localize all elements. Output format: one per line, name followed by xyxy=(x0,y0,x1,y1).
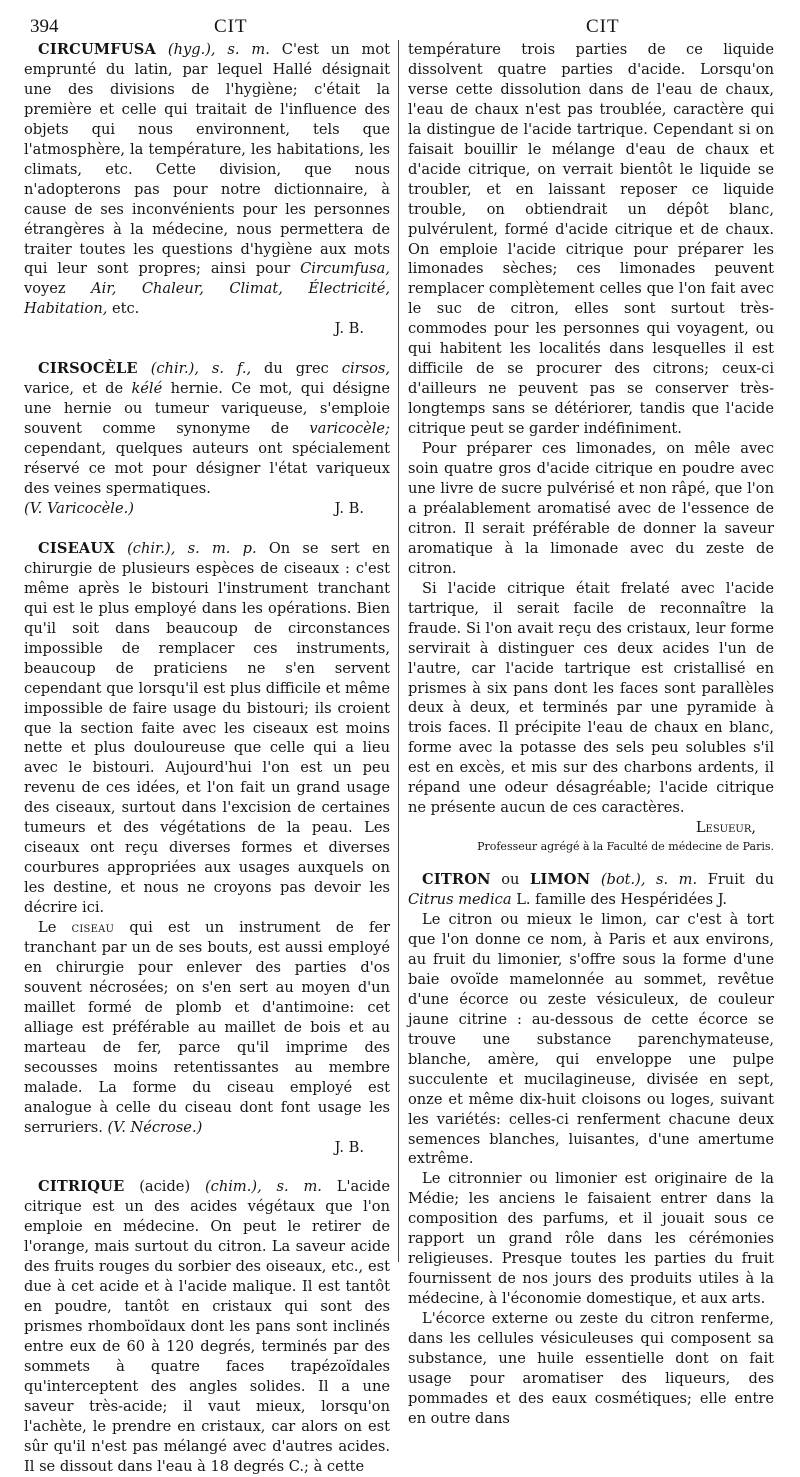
article-text: qui est un instrument de fer tranchant par un de ses bouts, est aussi employé en chirurgie pour enlever des parties d'os souvent nécrosées; on s'en sert au moyen d'un maillet formé de plomb et d'antimoine: cet alliage est préférable au maillet de bois et au marteau de fer, parce qu'il imprime des secousses moins retentissantes au membre malade. La forme du ciseau employé est analogue à celle du ciseau dont font usage les serruriers. xyxy=(24,919,391,1136)
article-text: du grec xyxy=(264,360,329,378)
grammar-label: (hyg.), s. m. xyxy=(167,41,270,58)
right-column xyxy=(408,40,774,1429)
headword: CISEAUX xyxy=(38,539,115,557)
article-paragraph: Le citronnier ou limonier est originaire de la Médie; les anciens le faisaient entrer dans la composition des parfums, et il jouait sous ce rapport un grand rôle dans les cérémonies religieuses. Presque toutes les parties du fruit fournissent de nos jours des produits utiles à la médecine, à l'économie domestique, et aux arts. xyxy=(408,1170,774,1308)
headword-alt: LIMON xyxy=(529,871,591,889)
headword: CITRIQUE xyxy=(38,1178,125,1196)
latin-name: Citrus medica xyxy=(408,891,512,909)
grammar-label: (chim.), s. m. xyxy=(204,1178,322,1196)
article-paragraph xyxy=(24,918,390,1137)
grammar-label: (bot.), s. m. xyxy=(600,871,698,889)
article-text: ou xyxy=(501,871,520,889)
article-text: Le xyxy=(38,919,57,937)
term-ciseau: ciseau xyxy=(71,919,115,937)
cross-reference: (V. Nécrose.) xyxy=(107,1118,203,1136)
article-text: hernie. Ce mot, qui désigne une hernie ou tumeur variqueuse, s'emploie souvent comme synonyme de xyxy=(24,380,391,438)
running-head-right: CIT xyxy=(586,16,620,37)
greek-term: kélé xyxy=(131,380,163,398)
left-column xyxy=(24,40,390,1477)
article-body xyxy=(408,870,774,910)
article-citrique xyxy=(24,1177,390,1476)
grammar-label: (chir.), s. m. p. xyxy=(127,539,257,557)
article-text: L. famille des Hespéridées J. xyxy=(516,891,728,909)
headword: CITRON xyxy=(422,871,491,889)
headword: CIRSOCÈLE xyxy=(38,360,138,378)
article-circumfusa xyxy=(24,40,390,339)
etc-text: etc. xyxy=(112,300,140,318)
signature: J. B. xyxy=(334,499,364,517)
article-body xyxy=(24,40,390,319)
article-citron xyxy=(408,870,774,1429)
signature-name: Lesueur, xyxy=(695,819,756,837)
article-text: On se sert en chirurgie de plusieurs espèces de ciseaux : c'est même après le bistouri l'instrument tranchant qui est le plus employé dans les opérations. Bien qu'il soit dans beaucoup de circonstances impossible de remplacer ces instruments, beaucoup de praticiens ne s'en servent cependant que lorsqu'il est plus difficile et même impossible de faire usage du bistouri; ils croient que la section faite avec les ciseaux est moins nette et plus douloureuse que celle qui a lieu avec le bistouri. Aujourd'hui l'on est un peu revenu de ces idées, et l'on fait un grand usage des ciseaux, surtout dans l'excision de certaines tumeurs et des végétations de la peau. Les ciseaux ont reçu diverses formes et diverses courbures appropriées aux usages auxquels on les destine, et nous ne croyons pas devoir les décrire ici. xyxy=(24,539,390,917)
grammar-label: (acide) xyxy=(139,1178,191,1196)
signature-title: Professeur agrégé à la Faculté de médecine de Paris. xyxy=(477,840,774,854)
article-ciseaux xyxy=(24,539,390,1158)
article-paragraph: Pour préparer ces limonades, on mêle avec soin quatre gros d'acide citrique en poudre avec une livre de sucre pulvérisé et non râpé, que l'on a préalablement aromatisé avec de l'essence de citron. Il serait préférable de donner la saveur aromatique à la limonade avec du zeste de citron. xyxy=(408,440,774,577)
article-paragraph: Si l'acide citrique était frelaté avec l'acide tartrique, il serait facile de reconnaître la fraude. Si l'on avait reçu des cristaux, leur forme servirait à distinguer ces deux acides l'un de l'autre, car l'acide tartrique est cristallisé en prismes à six pans dont les faces sont parallèles deux à deux, et terminés par une pyramide à trois faces. Il précipite l'eau de chaux en blanc, forme avec la potasse des sels peu solubles s'il est en excès, et mis sur des charbons ardents, il répand une odeur désagréable; l'acide citrique ne présente aucun de ces caractères. xyxy=(408,579,774,817)
xref-line xyxy=(24,499,390,519)
article-text: L'acide citrique est un des acides végétaux que l'on emploie en médecine. On peut le retirer de l'orange, mais surtout du citron. La saveur acide des fruits rouges du sorbier des oiseaux, etc., est due à cet acide et à l'acide malique. Il est tantôt en poudre, tantôt en cristaux qui sont des prismes rhomboïdaux dont les pans sont inclinés entre eux de 60 à 120 degrés, terminés par des sommets à quatre faces trapézoïdales qu'interceptent des angles solides. Il a une saveur très-acide; il vaut mieux, lorsqu'on l'achète, le prendre en cristaux, car alors on est sûr qu'il n'est pas mélangé avec d'autres acides. Il se dissout dans l'eau à 18 degrés C.; à cette xyxy=(24,1178,390,1475)
article-text: cependant, quelques auteurs ont spécialement réservé ce mot pour désigner l'état variqueux des veines spermatiques. xyxy=(24,440,390,498)
page-number: 394 xyxy=(30,16,59,37)
grammar-label: (chir.), s. f., xyxy=(150,360,252,378)
voyez-text: voyez xyxy=(24,280,66,298)
article-cirsocele xyxy=(24,359,390,519)
article-text: varice, et de xyxy=(24,380,124,398)
article-paragraph: L'écorce externe ou zeste du citron renferme, dans les cellules vésiculeuses qui composent sa substance, une huile essentielle dont on fait usage pour aromatiser des liqueurs, des pommades et des eaux cosmétiques; elle entre en outre dans xyxy=(408,1310,774,1427)
cross-reference: (V. Varicocèle.) xyxy=(24,499,134,517)
cross-references: Air, Chaleur, Climat, Électricité, Habitation, xyxy=(24,280,391,318)
running-head-left: CIT xyxy=(214,16,248,37)
headword: CIRCUMFUSA xyxy=(38,41,157,58)
article-body xyxy=(24,1177,390,1476)
article-text: température trois parties de ce liquide dissolvent quatre parties d'acide. Lorsqu'on verse cette dissolution dans de l'eau de chaux, l'eau de chaux n'est pas troublée, caractère qui la distingue de l'acide tartrique. Cependant si on faisait bouillir le mélange d'eau de chaux et d'acide citrique, on verrait bientôt le liquide se troubler, et en laissant reposer ce liquide trouble, on obtiendrait un dépôt blanc, pulvérulent, formé d'acide citrique et de chaux. On emploie l'acide citrique pour préparer les limonades sèches; ces limonades peuvent remplacer complètement celles que l'on fait avec le suc de citron, elles sont surtout très-commodes pour les personnes qui voyagent, ou qui habitent les localités dans lesquelles il est difficile de se procurer des citrons; ceux-ci d'ailleurs ne peuvent pas se conserver très-longtemps sans se détériorer, tandis que l'acide citrique peut se garder indéfiniment. xyxy=(408,41,774,438)
synonym-term: varicocèle; xyxy=(309,420,390,438)
article-body xyxy=(24,359,390,499)
article-text: Fruit du xyxy=(707,871,775,889)
greek-term: cirsos, xyxy=(341,360,391,378)
article-citrique-continued xyxy=(408,40,774,856)
article-body xyxy=(24,539,390,918)
signature: J. B. xyxy=(334,320,364,338)
article-text: C'est un mot emprunté du latin, par lequel Hallé désignait une des divisions de l'hygiène; c'était la première et celle qui traitait de l'influence des objets qui nous environnent, tels que l'atmosphère, la température, les habitations, les climats, etc. Cette division, que nous n'adopterons pas pour notre dictionnaire, à cause de ses inconvénients pour les personnes étrangères à la médecine, nous permettera de traiter toutes les questions d'hygiène aux mots qui leur sont propres; ainsi pour xyxy=(24,41,390,278)
xref-term: Circumfusa, xyxy=(300,260,390,278)
article-paragraph: Le citron ou mieux le limon, car c'est à tort que l'on donne ce nom, à Paris et aux environs, au fruit du limonier, s'offre sous la forme d'une baie ovoïde mamelonnée au sommet, revêtue d'une écorce ou zeste vésiculeux, de couleur jaune citrine : au-dessous de cette écorce se trouve une substance parenchymateuse, blanche, amère, qui enveloppe une pulpe succulente et mucilagineuse, divisée en sept, onze et même dix-huit cloisons ou loges, suivant les variétés: celles-ci renferment chacune deux semences blanches, luisantes, d'une amertume extrême. xyxy=(408,911,774,1168)
signature: J. B. xyxy=(334,1138,364,1156)
column-divider xyxy=(398,40,399,1262)
